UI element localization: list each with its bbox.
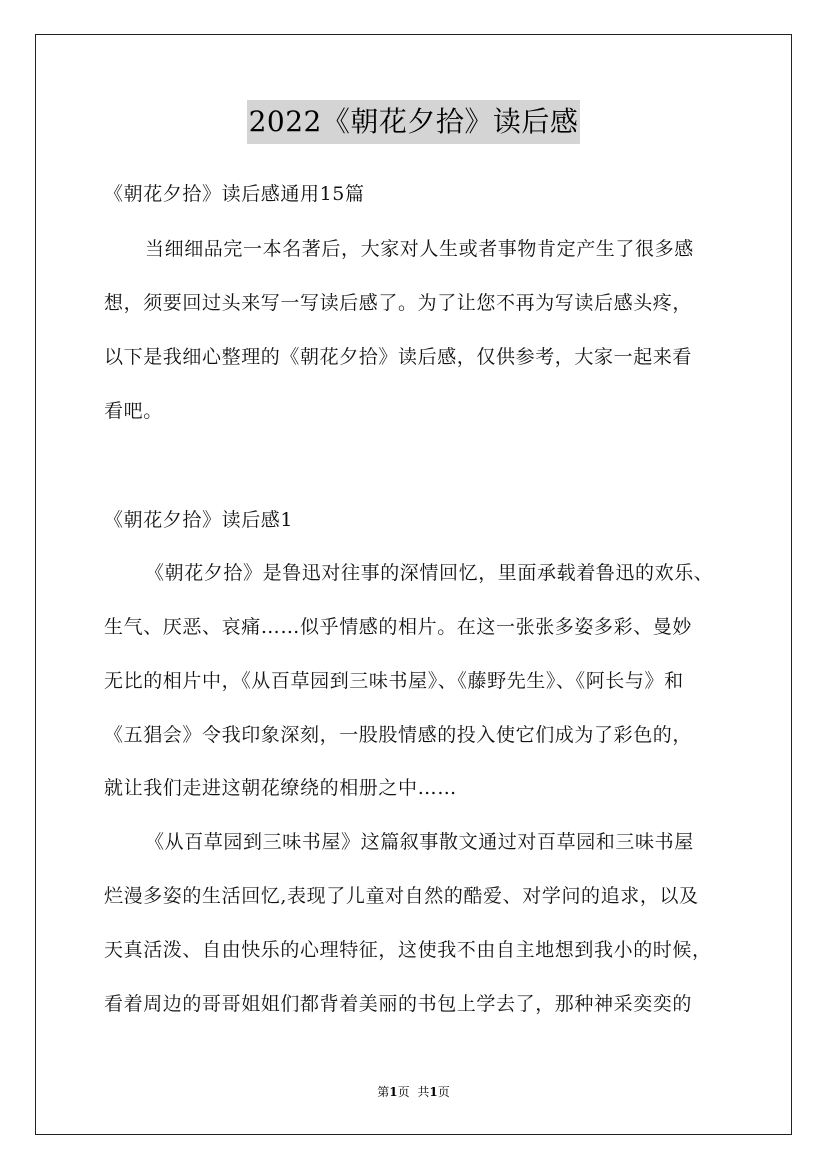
intro-line-4: 看吧。 (104, 400, 163, 422)
intro-line-1: 当细细品完一本名著后，大家对人生或者事物肯定产生了很多感 (145, 238, 694, 260)
para2-line-4: 看着周边的哥哥姐姐们都背着美丽的书包上学去了，那种神采奕奕的 (104, 993, 693, 1015)
para1-line-2: 生气、厌恶、哀痛……似乎情感的相片。在这一张张多姿多彩、曼妙 (104, 616, 693, 638)
section-heading: 《朝花夕拾》读后感1 (104, 509, 294, 531)
para1-line-3: 无比的相片中，《从百草园到三味书屋》、《藤野先生》、《阿长与》和 (104, 670, 684, 692)
intro-line-2: 想，须要回过头来写一写读后感了。为了让您不再为写读后感头疼， (104, 292, 693, 314)
title-container (0, 100, 827, 144)
para2-line-2: 烂漫多姿的生活回忆,表现了儿童对自然的酷爱、对学问的追求，以及 (104, 885, 699, 907)
intro-line-3: 以下是我细心整理的《朝花夕拾》读后感，仅供参考，大家一起来看 (104, 346, 693, 368)
para2-line-3: 天真活泼、自由快乐的心理特征，这使我不由自主地想到我小的时候， (104, 939, 712, 961)
document-title: 2022《朝花夕拾》读后感 (247, 100, 581, 144)
page-footer (0, 1083, 827, 1101)
para1-line-5: 就让我们走进这朝花缭绕的相册之中…… (104, 777, 457, 799)
footer-total-suffix: 页 (437, 1085, 450, 1099)
footer-total-prefix: 共 (417, 1085, 430, 1099)
footer-total-pages: 1 (429, 1085, 438, 1099)
footer-page-prefix: 第 (377, 1085, 390, 1099)
document-subtitle: 《朝花夕拾》读后感通用15篇 (104, 183, 365, 205)
para1-line-4: 《五猖会》令我印象深刻，一股股情感的投入使它们成为了彩色的， (104, 724, 693, 746)
footer-page-number: 1 (389, 1085, 398, 1099)
para1-line-1: 《朝花夕拾》是鲁迅对往事的深情回忆，里面承载着鲁迅的欢乐、 (145, 562, 714, 584)
para2-line-1: 《从百草园到三味书屋》这篇叙事散文通过对百草园和三味书屋 (145, 831, 694, 853)
footer-page-suffix: 页 (397, 1085, 410, 1099)
